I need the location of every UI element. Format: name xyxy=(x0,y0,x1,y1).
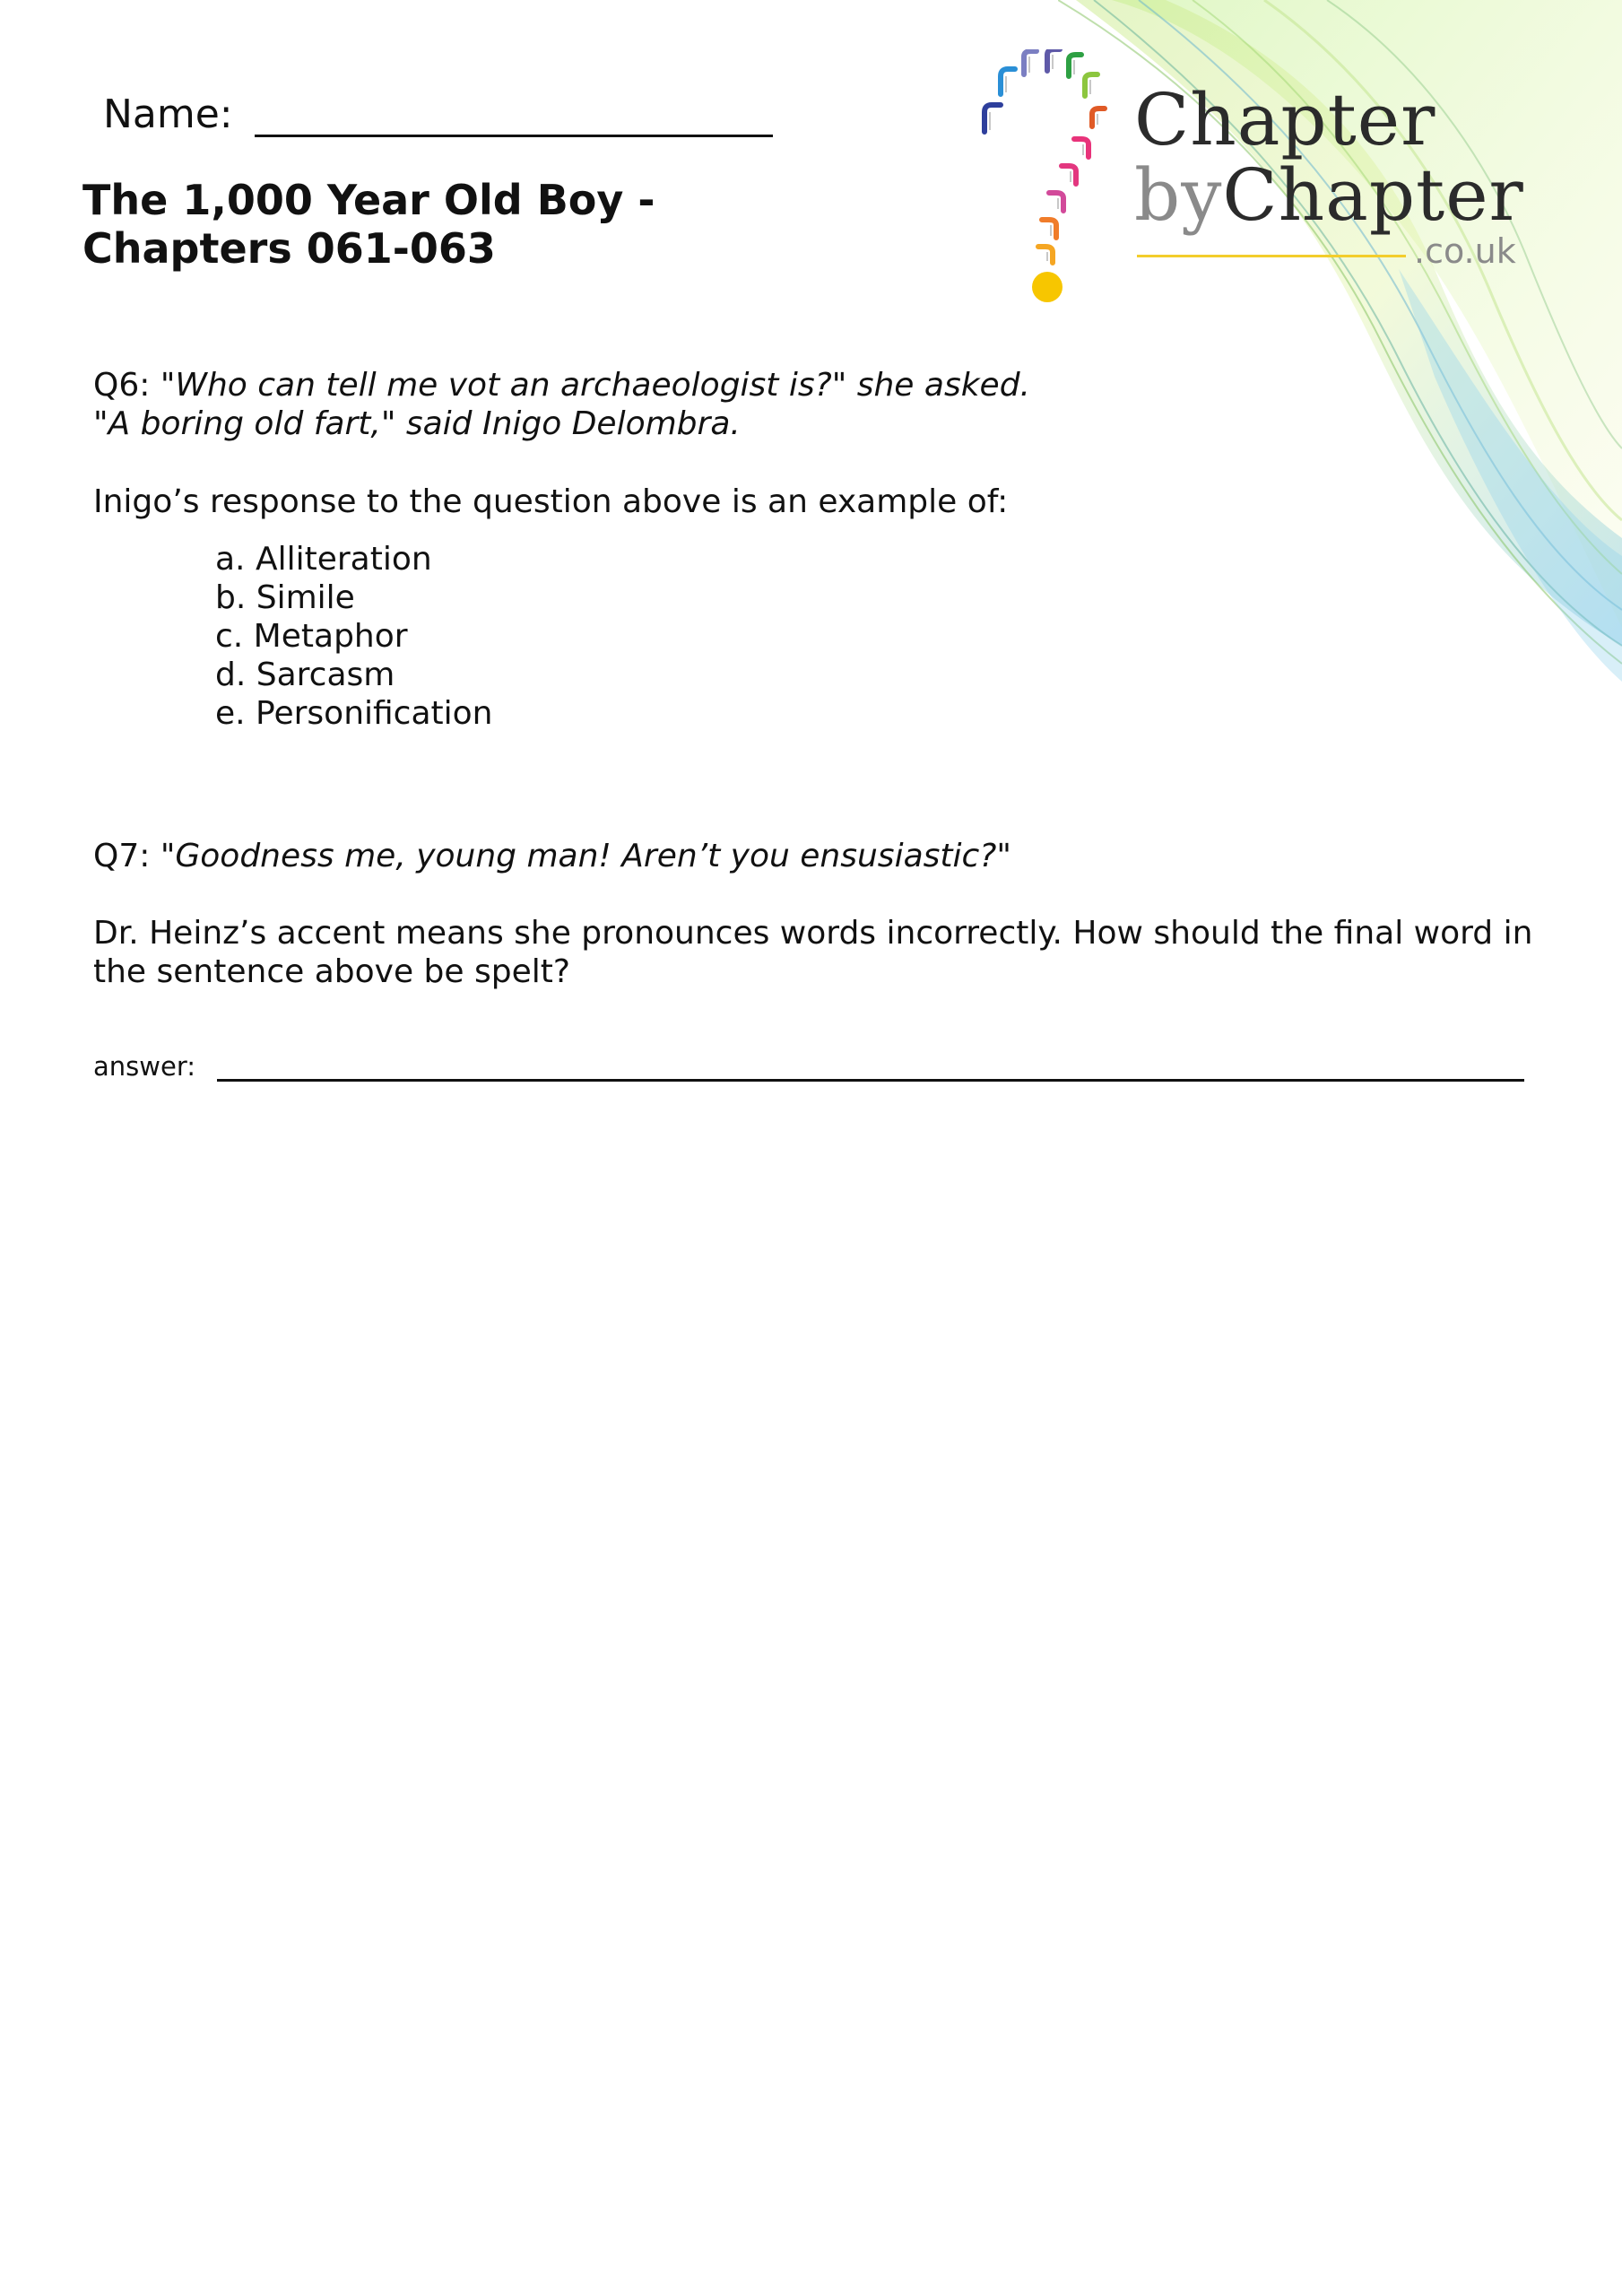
q6-quote-line2: "A boring old fart," said Inigo Delombra. xyxy=(93,405,741,442)
q6-option-e[interactable]: e. Personification xyxy=(215,695,493,732)
q7-quote: "Goodness me, young man! Aren’t you ensusiastic?" xyxy=(160,838,1011,874)
brand-by: by xyxy=(1134,153,1223,237)
q6-options xyxy=(215,540,493,733)
brand-line-chapter: Chapter xyxy=(1134,78,1436,161)
name-field[interactable] xyxy=(255,90,773,137)
name-label: Name: xyxy=(103,91,233,137)
brand-tld: .co.uk xyxy=(1414,231,1516,271)
brand-line-bychapter xyxy=(1134,153,1538,237)
worksheet-title: The 1,000 Year Old Boy - Chapters 061-063 xyxy=(82,176,655,273)
logo-books-icon xyxy=(959,49,1139,318)
q6-option-d[interactable]: d. Sarcasm xyxy=(215,657,395,693)
name-row xyxy=(103,90,773,137)
q6-quote-line1: "Who can tell me vot an archaeologist is?" she asked. xyxy=(160,367,1030,404)
answer-row xyxy=(93,1051,1524,1082)
q6-option-a[interactable]: a. Alliteration xyxy=(215,541,432,578)
q6-option-b[interactable]: b. Simile xyxy=(215,579,355,616)
q6-number: Q6: xyxy=(93,367,151,404)
q7-number: Q7: xyxy=(93,838,151,874)
answer-label: answer: xyxy=(93,1051,196,1082)
q6-prompt: Inigo’s response to the question above is an example of: xyxy=(93,483,1009,520)
brand-chapter: Chapter xyxy=(1222,153,1524,237)
question-7 xyxy=(93,837,1011,875)
brand-underline xyxy=(1137,255,1406,257)
q6-option-c[interactable]: c. Metaphor xyxy=(215,618,408,655)
answer-field[interactable] xyxy=(217,1054,1524,1082)
question-6 xyxy=(93,366,1030,443)
brand-logo xyxy=(1134,78,1538,271)
q7-prompt: Dr. Heinz’s accent means she pronounces words incorrectly. How should the final word in the sentence above be spelt? xyxy=(93,915,1533,990)
